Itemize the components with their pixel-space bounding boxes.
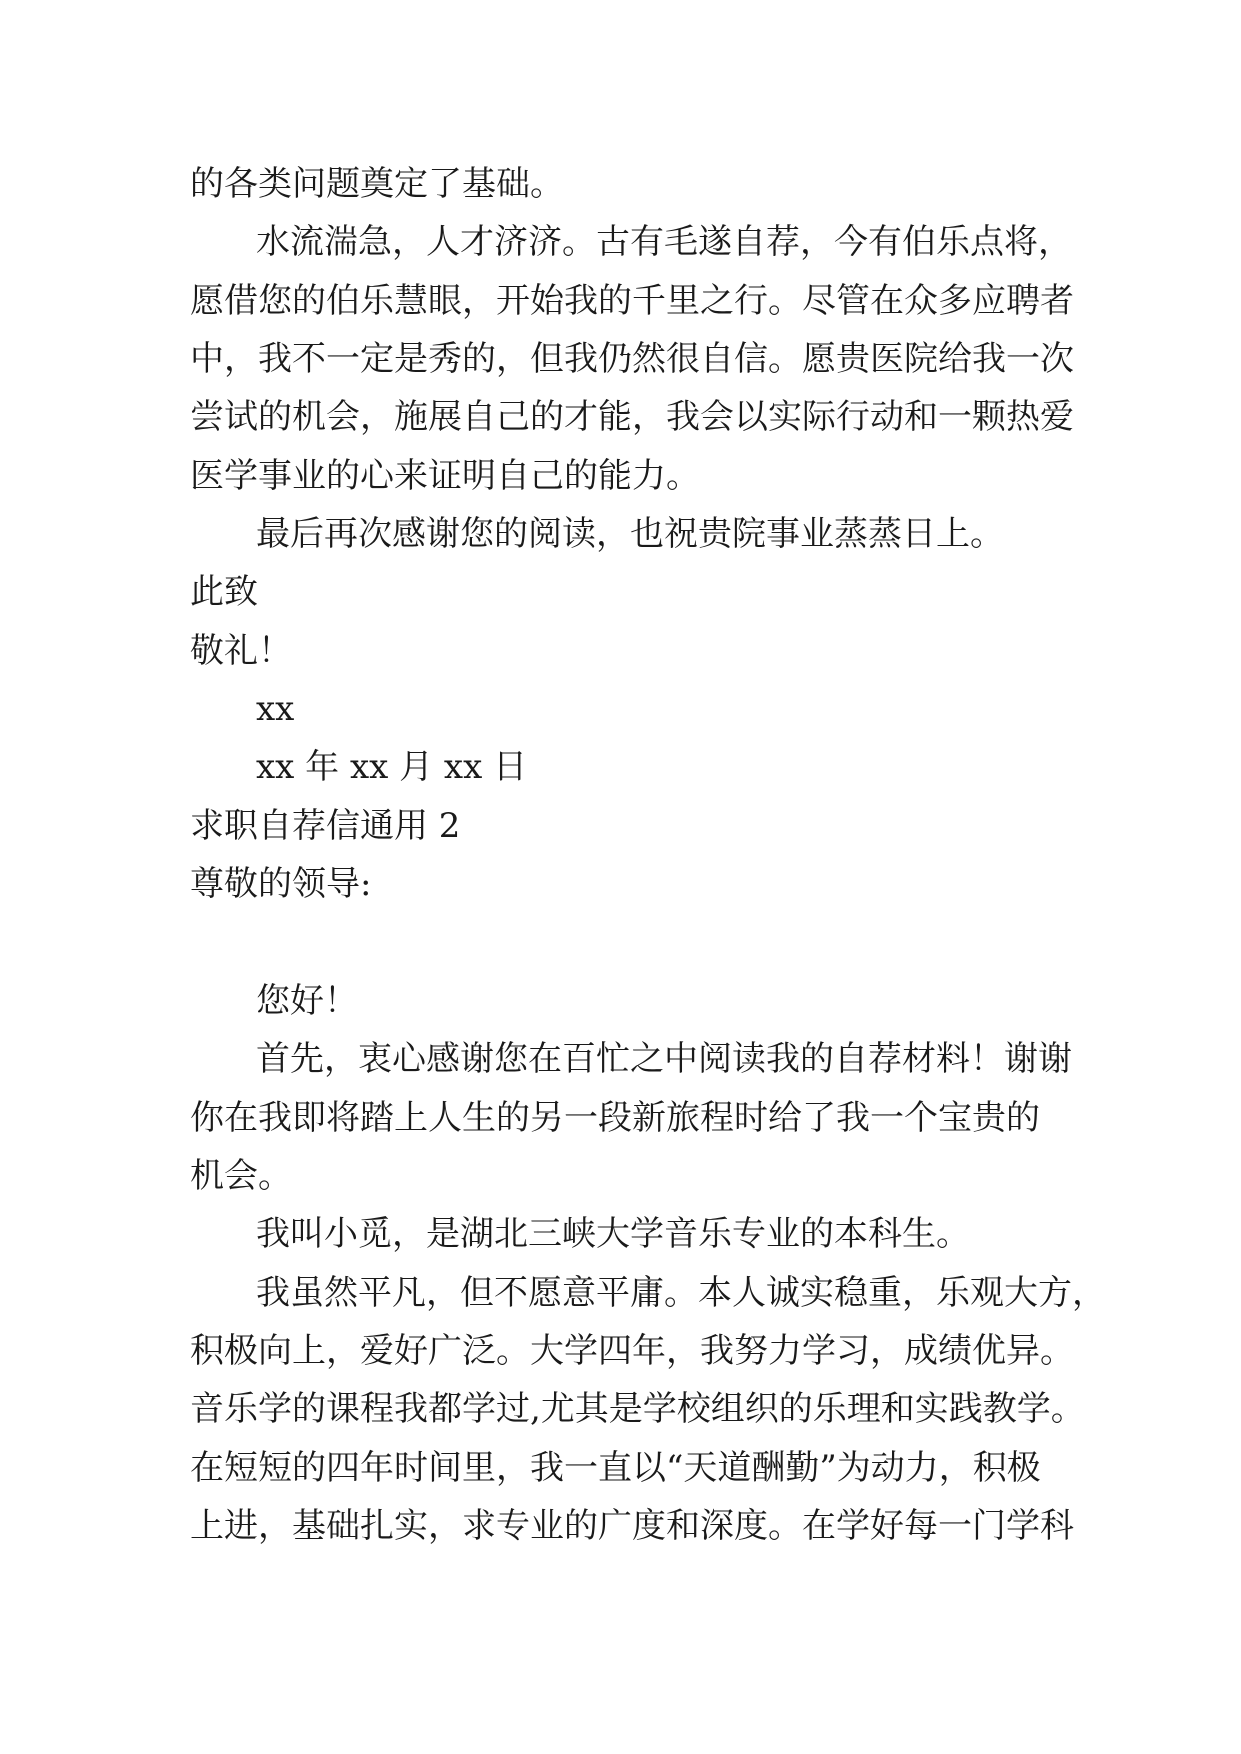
paragraph-line: 你在我即将踏上人生的另一段新旅程时给了我一个宝贵的 [190, 1098, 1040, 1138]
paragraph-line: 积极向上，爱好广泛。大学四年，我努力学习，成绩优异。 [190, 1331, 1074, 1371]
paragraph-line: 首先，衷心感谢您在百忙之中阅读我的自荐材料！谢谢 [256, 1039, 1072, 1079]
paragraph-line: 医学事业的心来证明自己的能力。 [190, 456, 700, 496]
greeting: 您好！ [256, 981, 358, 1021]
signature: xx [256, 689, 295, 729]
paragraph-line: 水流湍急，人才济济。古有毛遂自荐，今有伯乐点将， [256, 222, 1072, 262]
date-line: xx 年 xx 月 xx 日 [256, 747, 528, 787]
paragraph-line: 愿借您的伯乐慧眼，开始我的千里之行。尽管在众多应聘者 [190, 281, 1074, 321]
salutation: 尊敬的领导: [190, 864, 372, 904]
paragraph-line: 音乐学的课程我都学过,尤其是学校组织的乐理和实践教学。 [190, 1389, 1085, 1429]
closing-line: 此致 [190, 572, 258, 612]
paragraph-line: 中，我不一定是秀的，但我仍然很自信。愿贵医院给我一次 [190, 339, 1074, 379]
paragraph-line: 尝试的机会，施展自己的才能，我会以实际行动和一颗热爱 [190, 397, 1074, 437]
paragraph-line: 最后再次感谢您的阅读，也祝贵院事业蒸蒸日上。 [256, 514, 1004, 554]
paragraph-line: 我叫小觅，是湖北三峡大学音乐专业的本科生。 [256, 1214, 970, 1254]
paragraph-line: 机会。 [190, 1156, 292, 1196]
paragraph-line: 在短短的四年时间里，我一直以“天道酬勤”为动力，积极 [190, 1448, 1041, 1488]
paragraph-line: 的各类问题奠定了基础。 [190, 164, 564, 204]
paragraph-line: 我虽然平凡，但不愿意平庸。本人诚实稳重，乐观大方， [256, 1273, 1106, 1313]
section-heading: 求职自荐信通用 2 [190, 806, 461, 846]
paragraph-line: 上进，基础扎实，求专业的广度和深度。在学好每一门学科 [190, 1506, 1074, 1546]
closing-line: 敬礼！ [190, 631, 292, 671]
